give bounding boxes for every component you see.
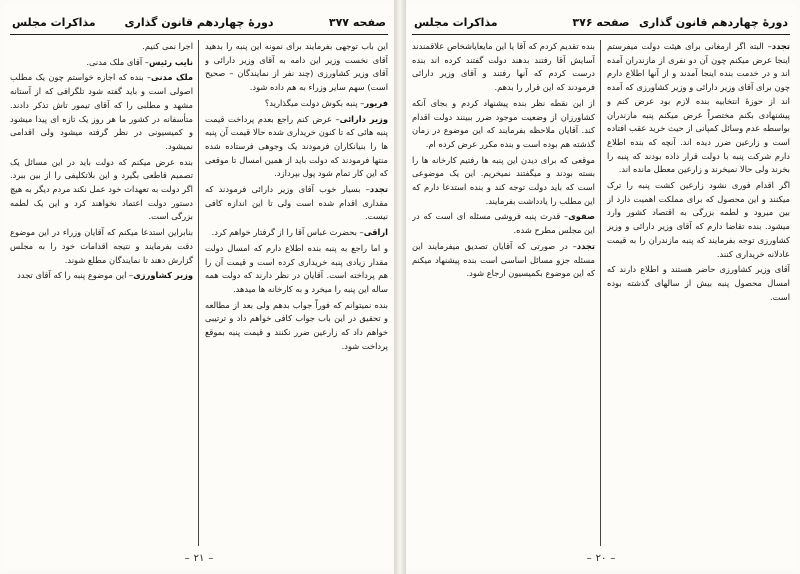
paragraph: [10, 71, 193, 153]
speech: – در صورتی که آقایان تصدیق میفرمایند این مسئله جزو مسائل اساسی است بنده پیشنهاد میکنم که این موضوع بکمیسیون ارجاع شود.: [412, 240, 595, 279]
left-publication-title: مذاکرات مجلس: [12, 16, 96, 29]
book-gutter: [394, 0, 406, 574]
paragraph: [412, 40, 595, 95]
speaker: وزیر دارائی: [339, 113, 388, 124]
speech: – عرض کنم راجع بعدم پرداخت قیمت پنبه هائی که تا کنون خریداری شده حالا قیمت آن پنبه ها را بنیانکاران فرمودند یک وجوهی فرستاده شده منتها فرمودند که دولت باید از همین امسال تا موقعی که این کار تمام شود پول بپردازد.: [205, 113, 388, 179]
speech: – پنبه بکوش دولت میگذارید؟: [264, 97, 365, 108]
speech: اگر اقدام فوری نشود زارعین کشت پنبه را ترک میکنند و این محصول که برای مملکت اهمیت دارد از بین میرود و لطمه بزرگی به اقتصاد کشور وارد میشود. بنده تقاضا دارم که آقای وزیر دارائی و وزیر کشاورزی توجه بفرمایند که پنبه مازندران را به قیمت عادلانه خریداری کنند.: [607, 180, 790, 259]
right-running-head: [412, 12, 790, 35]
paragraph: [412, 210, 595, 237]
speaker: تجدد: [576, 240, 595, 251]
paragraph: [205, 299, 388, 354]
speaker: صفوی: [568, 211, 595, 222]
speech: بنابراین استدعا میکنم که آقایان وزراء در این موضوع دقت بفرمایند و نتیجه اقدامات خود را به مجلس گزارش دهند تا نمایندگان مطلع شوند.: [10, 227, 193, 265]
paragraph: [205, 242, 388, 297]
speaker: تجدد: [771, 41, 790, 51]
speech: – آقای ملک مدنی.: [86, 56, 149, 67]
column-divider: [198, 40, 199, 546]
right-page-label: صفحه ۳۷۶: [572, 16, 630, 29]
speech: بنده نمیتوانم که فوراً جواب بدهم ولی بعد از مطالعه و تحقیق در این باب جواب کافی خواهم داد و ترتیبی خواهم داد که زارعین ضرر نکنند و قیمت پنبه بموقع پرداخت شود.: [205, 299, 388, 351]
speech: – این موضوع پنبه را که آقای تجدد: [17, 270, 134, 281]
folio-number: ۲۰: [595, 553, 607, 564]
speaker: ملک مدنی: [151, 72, 193, 83]
paragraph: [205, 97, 388, 111]
paragraph: [412, 97, 595, 152]
speech: بنده عرض میکنم که دولت باید در این مسائل یک تصمیم قاطعی بگیرد و این بلاتکلیفی را از بین ببرد. اگر دولت به تعهدات خود عمل نکند مردم دیگر به هیچ دستور دولت اعتماد نخواهند کرد و این یک لطمه بزرگی است.: [10, 156, 193, 222]
speech: موقعی که برای دیدن این پنبه ها رفتیم کارخانه ها را بسته بودند و میگفتند نمیخریم. این یک موضوعی است که باید دولت توجه کند و بنده استدعا دارم که این مطلب را یادداشت بفرمایند.: [412, 154, 595, 206]
paragraph: [10, 56, 193, 70]
paragraph: [412, 240, 595, 281]
paragraph: [205, 40, 388, 95]
speech: از این نقطه نظر بنده پیشنهاد کردم و بجای آنکه کشاورزان از وضعیت موجود ضرر ببینند دولت اقدام کند. آقایان ملاحظه بفرمایند که این موضوع در زمان گذشته هم بوده است و بنده مکرر عرض کرده ام.: [412, 97, 595, 149]
left-page-column-right: [205, 40, 388, 546]
right-publication-title: مذاکرات مجلس: [414, 16, 498, 29]
paragraph: [607, 40, 790, 177]
folio-number: ۲۱: [193, 553, 205, 564]
right-page: [406, 4, 796, 570]
paragraph: [205, 183, 388, 224]
speaker: اراقی: [363, 227, 388, 238]
right-session-title: دورهٔ چهاردهم قانون گذاری: [638, 16, 788, 29]
left-session-title: دورهٔ چهاردهم قانون گذاری: [124, 16, 274, 29]
left-page-number: – ۲۱ –: [184, 553, 214, 564]
paragraph: [10, 269, 193, 283]
speech: – البته اگر ارمغانی برای هیئت دولت میفرستم اینجا عرض میکنم چون آن دو نفری از مازندران آمده اند و در خدمت بنده اینجا آمدند و از آنها اطلاع دارم چون برای آقای وزیر دارائی و وزیر کشاورزی که آمده اند از حوزهٔ انتخابیه بنده لازم بود عرض کنم و پیشنهادی بکنم مختصراً عرض میکنم پنبه مازندران بواسطه عدم وسائل کمپانی از حیث خرید عقب افتاده است و زارعین ضرر دیده اند. آنچه که بنده اطلاع دارم شرکت پنبه با دولت قرار داده بودند که پنبه را بخرند ولی حالا نمیخرند و زارعین معطل مانده اند.: [607, 41, 790, 175]
speech: این باب توجهی بفرمایند برای نمونه این پنبه را بدهید آقای نخست وزیر این دامه به آقای وزیر دارائی و آقای وزیر کشاورزی (چند نفر از نمایندگان – صحیح است) سهم سایر وزراء به هم داده شود.: [205, 41, 388, 93]
speaker: نایب رئیس: [148, 56, 193, 67]
speech: بنده تقدیم کردم که آقا یا این مایعایاشخاص علاقمندند آسایش آقا رفتند بدهند دولت گفتند کرده اند بنده درست کردم که آنها رفتند و آقای وزیر دارائی فرمودند که این قرار را بدهم.: [412, 41, 595, 93]
speech: – قدرت پنبه فروشی مسئله ای است که در این مجلس مطرح شده.: [412, 211, 595, 236]
right-page-number: – ۲۰ –: [586, 553, 616, 564]
speech: اجرا نمی کنیم.: [142, 41, 193, 51]
speaker: فریور: [364, 97, 388, 108]
paragraph: [412, 154, 595, 209]
left-page-column-left: [10, 40, 193, 546]
paragraph: [10, 226, 193, 267]
paragraph: [10, 156, 193, 225]
left-page-label: صفحه ۳۷۷: [328, 16, 386, 29]
left-page: [4, 4, 394, 570]
column-divider: [600, 40, 601, 546]
speech: – بنده که اجازه خواستم چون یک مطلب اصولی است و باید گفته شود تلگرافی که از آستانه مشهد و مطلبی را که آقای تیمور تاش تذکر دادند. متأسفانه در کشور ما هر روز یک تازه ای پیدا میشود و کمیسیونی در نظر گرفته میشود ولی اقدامی نمیشود.: [10, 72, 193, 151]
right-page-column-left: [412, 40, 595, 546]
paragraph: [607, 179, 790, 261]
left-running-head: [10, 12, 388, 35]
speaker: وزیر کشاورزی: [133, 270, 193, 281]
right-page-column-right: [607, 40, 790, 546]
paragraph: [205, 226, 388, 240]
speech: – بحضرت عباس آقا را از گرفتار خواهم کرد.: [211, 227, 364, 238]
paragraph: [607, 263, 790, 304]
speaker: تجدد: [369, 184, 388, 195]
speech: و اما راجع به پنبه بنده اطلاع دارم که امسال دولت مقدار زیادی پنبه خریداری کرده است و قیمت آن را هم پرداخته است. آقایان در نظر دارند که دولت همه ساله این پنبه را میخرد و به کارخانه ها میدهد.: [205, 242, 388, 294]
paragraph: [205, 113, 388, 182]
paragraph: [10, 40, 193, 54]
speech: آقای وزیر کشاورزی حاضر هستند و اطلاع دارند که امسال محصول پنبه بیش از سالهای گذشته بوده است.: [607, 264, 790, 302]
speech: – بسیار خوب آقای وزیر دارائی فرمودند که مقداری اقدام شده است ولی تا این اندازه کافی نیست.: [205, 184, 388, 222]
